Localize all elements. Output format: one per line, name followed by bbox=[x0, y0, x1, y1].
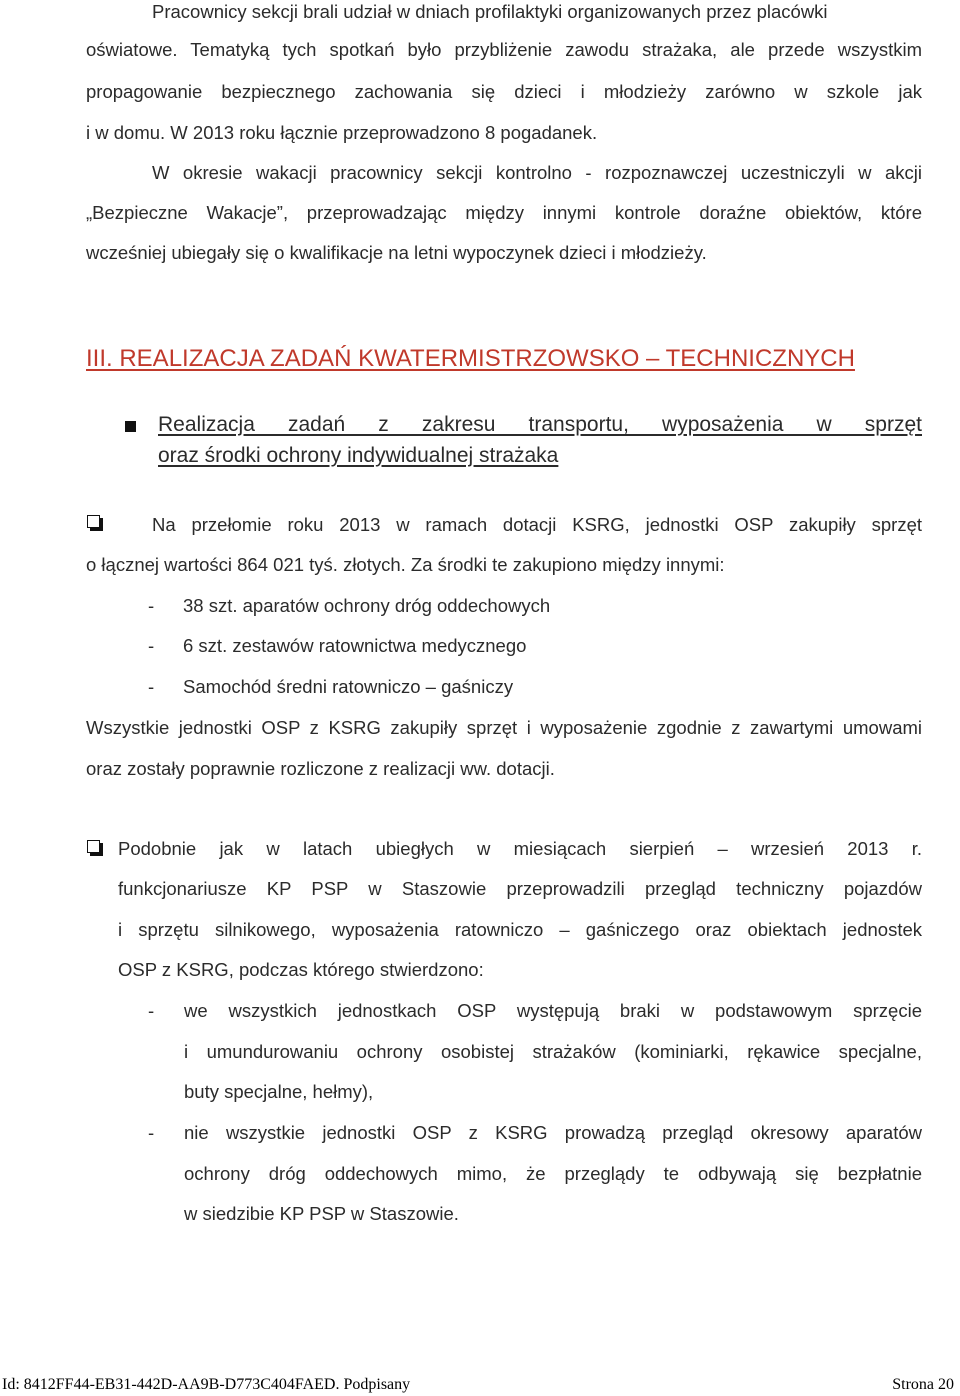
footer-document-id: Id: 8412FF44-EB31-442D-AA9B-D773C404FAED. Podpisany bbox=[2, 1376, 411, 1393]
block2-item2-line1: nie wszystkie jednostki OSP z KSRG prowadzą przegląd okresowy aparatów bbox=[184, 1122, 922, 1143]
square-bullet-icon bbox=[125, 421, 136, 432]
paragraph1-line1: Pracownicy sekcji brali udział w dniach profilaktyki organizowanych przez placówki bbox=[152, 1, 828, 22]
paragraph2-line3: wcześniej ubiegały się o kwalifikacje na letni wypoczynek dzieci i młodzieży. bbox=[86, 242, 707, 263]
dash-bullet: - bbox=[148, 1122, 155, 1143]
paragraph1-line4: i w domu. W 2013 roku łącznie przeprowadzono 8 pogadanek. bbox=[86, 122, 598, 143]
block2-item1-line3: buty specjalne, hełmy), bbox=[184, 1081, 374, 1102]
block1-item: Samochód średni ratowniczo – gaśniczy bbox=[183, 676, 514, 697]
paragraph1-line3: propagowanie bezpiecznego zachowania się dzieci i młodzieży zarówno w szkole jak bbox=[86, 81, 922, 102]
dash-bullet: - bbox=[148, 676, 155, 697]
dash-bullet: - bbox=[148, 635, 155, 656]
block2-line3: i sprzętu silnikowego, wyposażenia ratowniczo – gaśniczego oraz obiektach jednostek bbox=[118, 919, 922, 940]
subheading-line1: Realizacja zadań z zakresu transportu, wyposażenia w sprzęt bbox=[158, 413, 922, 436]
block2-line2: funkcjonariusze KP PSP w Staszowie przeprowadzili przegląd techniczny pojazdów bbox=[118, 878, 922, 899]
checkbox-bullet-icon bbox=[87, 515, 100, 528]
block1-line1: Na przełomie roku 2013 w ramach dotacji KSRG, jednostki OSP zakupiły sprzęt bbox=[152, 514, 922, 535]
section-heading: III. REALIZACJA ZADAŃ KWATERMISTRZOWSKO – TECHNICZNYCH bbox=[86, 345, 855, 372]
dash-bullet: - bbox=[148, 595, 155, 616]
block1-item: 6 szt. zestawów ratownictwa medycznego bbox=[183, 635, 527, 656]
block2-item1-line1: we wszystkich jednostkach OSP występują braki w podstawowym sprzęcie bbox=[184, 1000, 922, 1021]
footer-page-number: Strona 20 bbox=[892, 1376, 954, 1393]
checkbox-bullet-icon bbox=[87, 840, 100, 853]
block1-summary-line1: Wszystkie jednostki OSP z KSRG zakupiły sprzęt i wyposażenie zgodnie z zawartymi umowami bbox=[86, 717, 922, 738]
block1-item: 38 szt. aparatów ochrony dróg oddechowych bbox=[183, 595, 551, 616]
block1-summary-line2: oraz zostały poprawnie rozliczone z realizacji ww. dotacji. bbox=[86, 758, 555, 779]
block2-line4: OSP z KSRG, podczas którego stwierdzono: bbox=[118, 959, 484, 980]
paragraph2-line1: W okresie wakacji pracownicy sekcji kontrolno - rozpoznawczej uczestniczyli w akcji bbox=[152, 162, 922, 183]
subheading-line2: oraz środki ochrony indywidualnej strażaka bbox=[158, 444, 559, 467]
paragraph1-line2: oświatowe. Tematyką tych spotkań było przybliżenie zawodu strażaka, ale przede wszystkim bbox=[86, 39, 922, 60]
paragraph2-line2: „Bezpieczne Wakacje”, przeprowadzając między innymi kontrole doraźne obiektów, które bbox=[86, 202, 922, 223]
block2-item1-line2: i umundurowaniu ochrony osobistej strażaków (kominiarki, rękawice specjalne, bbox=[184, 1041, 922, 1062]
block1-line2: o łącznej wartości 864 021 tyś. złotych. Za środki te zakupiono między innymi: bbox=[86, 554, 725, 575]
dash-bullet: - bbox=[148, 1000, 155, 1021]
block2-item2-line2: ochrony dróg oddechowych mimo, że przeglądy te odbywają się bezpłatnie bbox=[184, 1163, 922, 1184]
block2-item2-line3: w siedzibie KP PSP w Staszowie. bbox=[184, 1203, 459, 1224]
block2-line1: Podobnie jak w latach ubiegłych w miesiącach sierpień – wrzesień 2013 r. bbox=[118, 838, 922, 859]
